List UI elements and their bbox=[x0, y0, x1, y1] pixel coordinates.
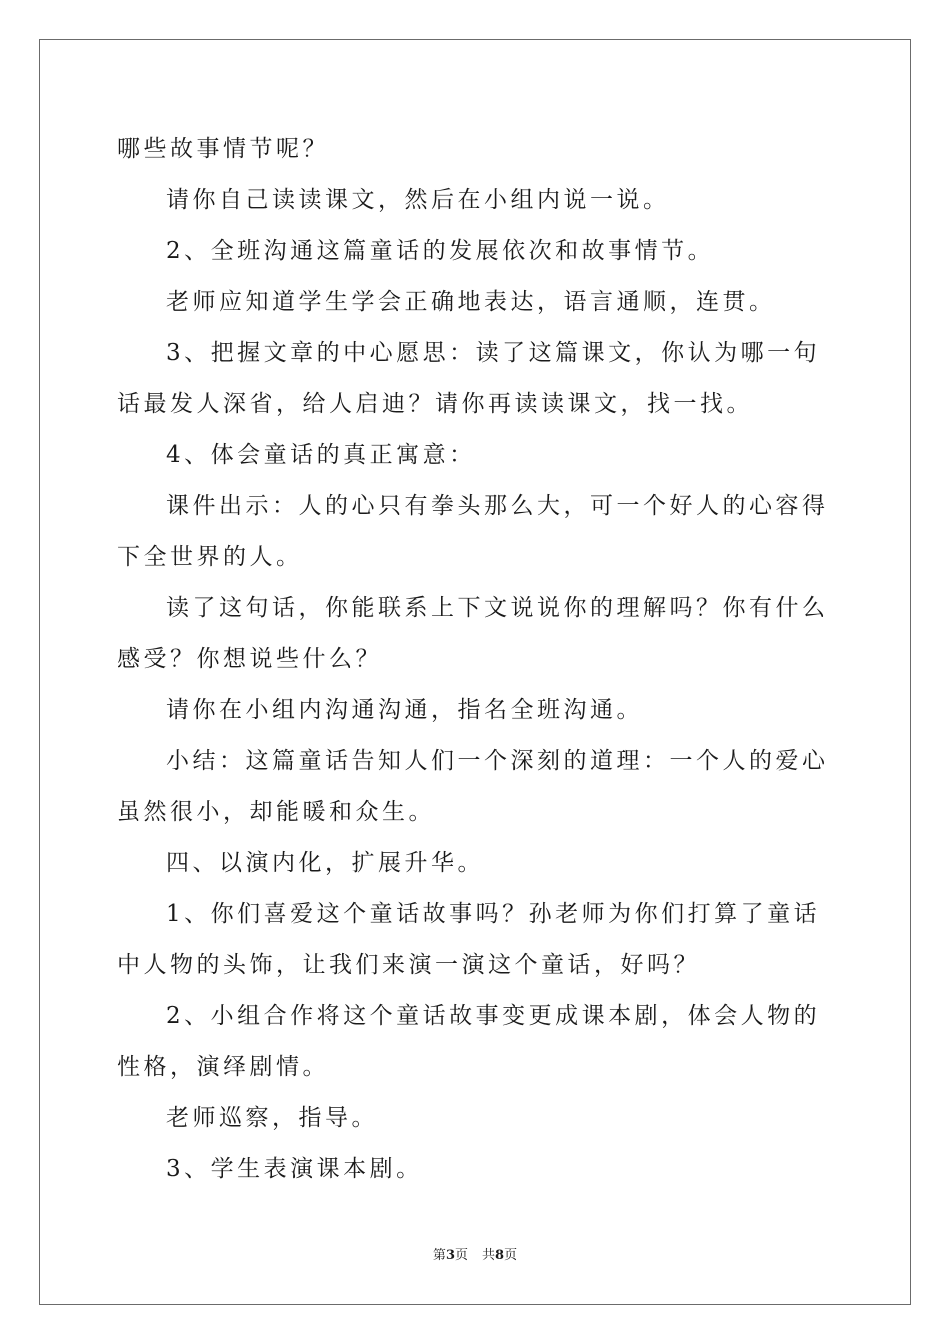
paragraph: 课件出示：人的心只有拳头那么大，可一个好人的心容得下全世界的人。 bbox=[117, 493, 829, 570]
paragraph: 2、小组合作将这个童话故事变更成课本剧，体会人物的性格，演绎剧情。 bbox=[117, 1003, 821, 1080]
paragraph: 老师应知道学生学会正确地表达，语言通顺，连贯。 bbox=[166, 289, 776, 315]
page-footer bbox=[0, 1247, 950, 1265]
paragraph: 四、以演内化，扩展升华。 bbox=[166, 850, 484, 876]
paragraph: 2、全班沟通这篇童话的发展依次和故事情节。 bbox=[166, 238, 715, 264]
paragraph: 3、学生表演课本剧。 bbox=[166, 1156, 423, 1182]
paragraph: 哪些故事情节呢？ bbox=[117, 136, 329, 162]
page-number: 3 bbox=[445, 1248, 455, 1263]
page-suffix: 页 bbox=[454, 1248, 468, 1263]
paragraph: 老师巡察，指导。 bbox=[166, 1105, 378, 1131]
paragraph: 3、把握文章的中心愿思：读了这篇课文，你认为哪一句话最发人深省，给人启迪？请你再读读课文，找一找。 bbox=[117, 340, 821, 417]
page-prefix: 第 bbox=[432, 1248, 446, 1263]
total-suffix: 页 bbox=[504, 1248, 518, 1263]
total-prefix: 共 bbox=[482, 1248, 496, 1263]
paragraph: 请你自己读读课文，然后在小组内说一说。 bbox=[166, 187, 670, 213]
total-pages: 8 bbox=[495, 1248, 505, 1263]
paragraph: 4、体会童话的真正寓意： bbox=[166, 442, 476, 468]
document-body bbox=[117, 124, 835, 1195]
paragraph: 小结：这篇童话告知人们一个深刻的道理：一个人的爱心虽然很小，却能暖和众生。 bbox=[117, 748, 829, 825]
paragraph: 1、你们喜爱这个童话故事吗？孙老师为你们打算了童话中人物的头饰，让我们来演一演这个童话，好吗？ bbox=[117, 901, 821, 978]
paragraph: 请你在小组内沟通沟通，指名全班沟通。 bbox=[166, 697, 643, 723]
paragraph: 读了这句话，你能联系上下文说说你的理解吗？你有什么感受？你想说些什么？ bbox=[117, 595, 829, 672]
